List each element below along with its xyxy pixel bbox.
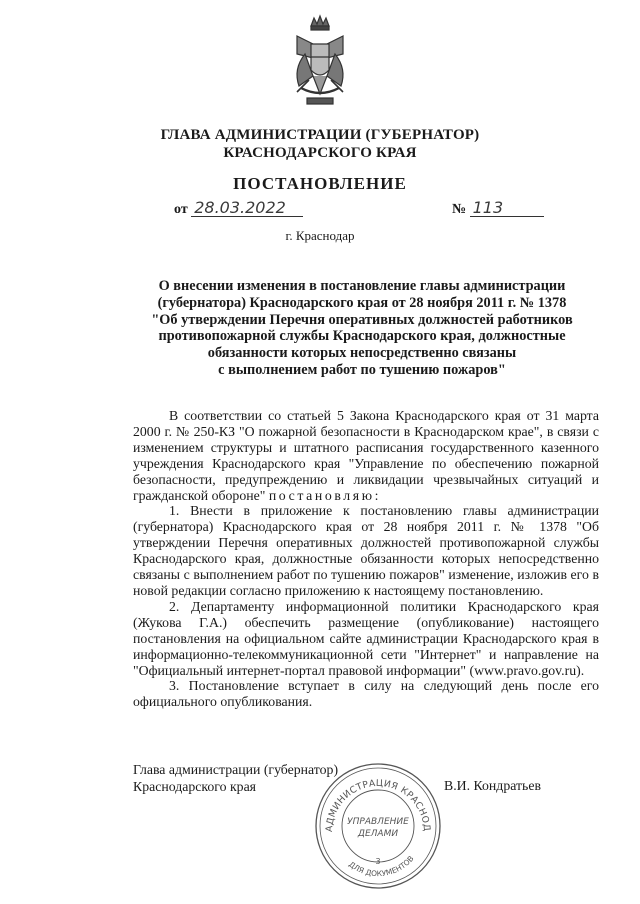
- document-type-title: ПОСТАНОВЛЕНИЕ: [233, 174, 407, 193]
- signatory-title: [133, 761, 338, 795]
- document-subject: [130, 278, 594, 379]
- coat-of-arms-emblem: [283, 14, 357, 110]
- svg-text:ДЛЯ ДОКУМЕНТОВ: [347, 854, 416, 878]
- number-handwritten: 113: [470, 200, 544, 217]
- city-line: г. Краснодар: [285, 228, 355, 243]
- stamp-bottom-text: ДЛЯ ДОКУМЕНТОВ: [347, 854, 416, 879]
- document-number: [452, 200, 544, 218]
- subject-line: противопожарной службы Краснодарского края, должностные: [158, 328, 566, 345]
- item-1-paragraph: 1. Внести в приложение к постановлению главы администрации (губернатора) Краснодарского края от 28 ноября 2011 г. № 1378 "Об утверждении Перечня оперативных должностей противопожарной службы Краснодарского края, должностные обязанности которых непосредственно связаны с выполнением работ по тушению пожаров" изменение, изложив его в новой редакции согласно приложению к настоящему постановлению.: [133, 503, 599, 598]
- signatory-title-line2: Краснодарского края: [133, 779, 257, 794]
- resolve-word: постановляю:: [268, 487, 382, 503]
- item-3-paragraph: 3. Постановление вступает в силу на следующий день после его официального опубликования.: [133, 678, 599, 710]
- document-date: [174, 200, 303, 218]
- authority-title-line2: КРАСНОДАРСКОГО КРАЯ: [223, 145, 417, 161]
- subject-line: "Об утверждении Перечня оперативных должностей работников: [151, 311, 573, 328]
- number-prefix: №: [452, 202, 467, 217]
- date-prefix: от: [174, 202, 188, 217]
- stamp-number: 3: [375, 857, 381, 866]
- document-body: [133, 408, 599, 710]
- signatory-name: В.И. Кондратьев: [444, 778, 541, 793]
- preamble-text: В соответствии со статьей 5 Закона Краснодарского края от 31 марта 2000 г. № 250-КЗ "О пожарной безопасности в Краснодарском крае", в связи с изменением структуры и штатного расписания государственного казенного учреждения Краснодарского края "Управление по обеспечению пожарной безопасности, предупреждению и ликвидации чрезвычайных ситуаций и гражданской обороне": [133, 408, 599, 503]
- item-2-paragraph: 2. Департаменту информационной политики Краснодарского края (Жукова Г.А.) обеспечить размещение (опубликование) настоящего постановления на официальном сайте администрации Краснодарского края в информационно-телекоммуникационной сети "Интернет" и направление на "Официальный интернет-портал правовой информации" (www.pravo.gov.ru).: [133, 598, 599, 678]
- stamp-outer-text: АДМИНИСТРАЦИЯ КРАСНОД: [323, 777, 433, 833]
- subject-line: обязанности которых непосредственно связаны: [207, 345, 517, 362]
- stamp-center-line1: УПРАВЛЕНИЕ: [347, 817, 409, 827]
- subject-line: (губернатора) Краснодарского края от 28 ноября 2011 г. № 1378: [157, 294, 567, 311]
- authority-title-line1: ГЛАВА АДМИНИСТРАЦИИ (ГУБЕРНАТОР): [160, 127, 480, 143]
- subject-line: О внесении изменения в постановление главы администрации: [158, 278, 566, 294]
- preamble-paragraph: [133, 408, 599, 503]
- stamp-center-line2: ДЕЛАМИ: [357, 829, 399, 839]
- date-handwritten: 28.03.2022: [191, 200, 303, 217]
- official-stamp: [312, 760, 444, 892]
- subject-line: с выполнением работ по тушению пожаров": [218, 361, 506, 378]
- signatory-title-line1: Глава администрации (губернатор): [133, 762, 339, 777]
